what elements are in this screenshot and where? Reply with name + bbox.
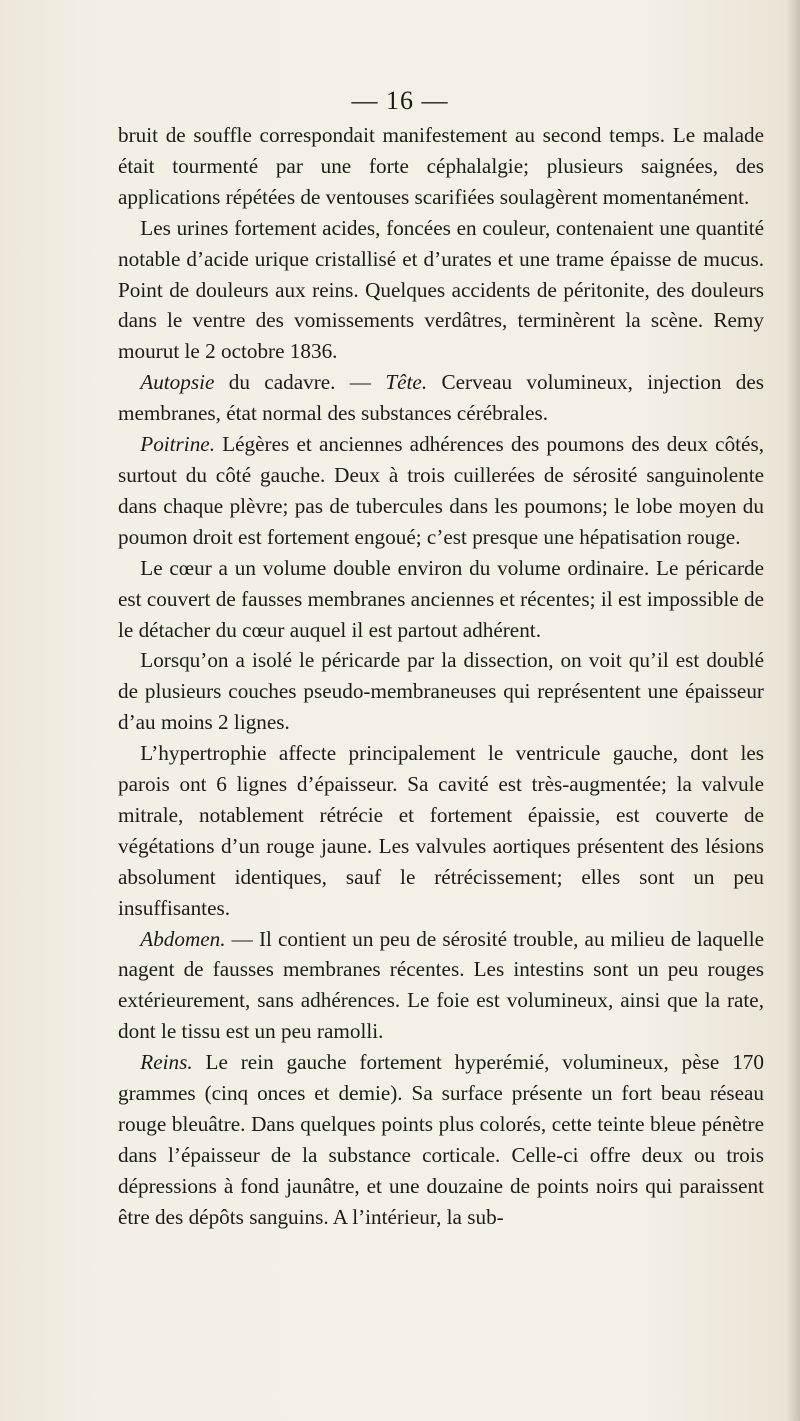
section-sublead: Tête. <box>385 370 428 395</box>
paragraph-text: Le cœur a un volume double environ du volume ordinaire. Le péricarde est couvert de fausses membranes anciennes et récentes; il est impossible de le détacher du cœur auquel il est partout adhérent. <box>118 555 764 642</box>
paragraph-text: Cerveau volumineux, injection des membranes, état normal des substances cérébrales. <box>118 370 765 426</box>
section-lead: Autopsie <box>140 370 215 395</box>
paragraph <box>118 738 764 923</box>
paragraph-reins <box>118 1047 764 1232</box>
paragraph <box>118 120 764 213</box>
body-text <box>118 120 764 1233</box>
page-edge-shadow <box>786 0 800 1421</box>
paragraph-text: — Il contient un peu de sérosité trouble, au milieu de laquelle nagent de fausses membranes récentes. Les intestins sont un peu rouges extérieurement, sans adhérences. Le foie est volumineux, ainsi que la rate, dont le tissu est un peu ramolli. <box>118 926 764 1044</box>
paragraph-mid: du cadavre. — <box>214 370 386 395</box>
paragraph <box>118 213 764 368</box>
section-lead: Poitrine. <box>140 432 215 457</box>
paragraph-poitrine <box>118 429 764 553</box>
section-lead: Reins. <box>140 1050 193 1075</box>
paragraph-text: Légères et anciennes adhérences des poumons des deux côtés, surtout du côté gauche. Deux à trois cuillerées de sérosité sanguinolente dans chaque plèvre; pas de tubercules dans les poumons; le lobe moyen du poumon droit est fortement engoué; c’est presque une hépatisation rouge. <box>118 432 764 549</box>
paragraph <box>118 553 764 646</box>
paragraph-abdomen <box>118 924 764 1048</box>
paragraph-text: Le rein gauche fortement hyperémié, volumineux, pèse 170 grammes (cinq onces et demie). Sa surface présente un fort beau réseau rouge bleuâtre. Dans quelques points plus colorés, cette teinte bleue pénètre dans l’épaisseur de la substance corticale. Celle-ci offre deux ou trois dépressions à fond jaunâtre, et une douzaine de points noirs qui paraissent être des dépôts sanguins. A l’intérieur, la sub- <box>118 1050 764 1229</box>
paragraph <box>118 645 764 738</box>
section-lead: Abdomen. <box>140 926 226 951</box>
paragraph-text: bruit de souffle correspondait manifestement au second temps. Le malade était tourmenté par une forte céphalalgie; plusieurs saignées, des applications répétées de ventouses scarifiées soulagèrent momentanément. <box>118 123 764 209</box>
page-number: — 16 — <box>351 86 449 115</box>
paragraph-text: Les urines fortement acides, foncées en couleur, contenaient une quantité notable d’acide urique cristallisé et d’urates et une trame épaisse de mucus. Point de douleurs aux reins. Quelques accidents de péritonite, des douleurs dans le ventre des vomissements verdâtres, terminèrent la scène. Remy mourut le 2 octobre 1836. <box>118 215 764 364</box>
paragraph-autopsie <box>118 367 764 429</box>
paragraph-text: L’hypertrophie affecte principalement le ventricule gauche, dont les parois ont 6 lignes d’épaisseur. Sa cavité est très-augmentée; la valvule mitrale, notablement rétrécie et fortement épaissie, est couverte de végétations d’un rouge jaune. Les valvules aortiques présentent des lésions absolument identiques, sauf le rétrécissement; elles sont un peu insuffisantes. <box>118 741 764 920</box>
paragraph-text: Lorsqu’on a isolé le péricarde par la dissection, on voit qu’il est doublé de plusieurs couches pseudo-membraneuses qui représentent une épaisseur d’au moins 2 lignes. <box>118 648 764 735</box>
